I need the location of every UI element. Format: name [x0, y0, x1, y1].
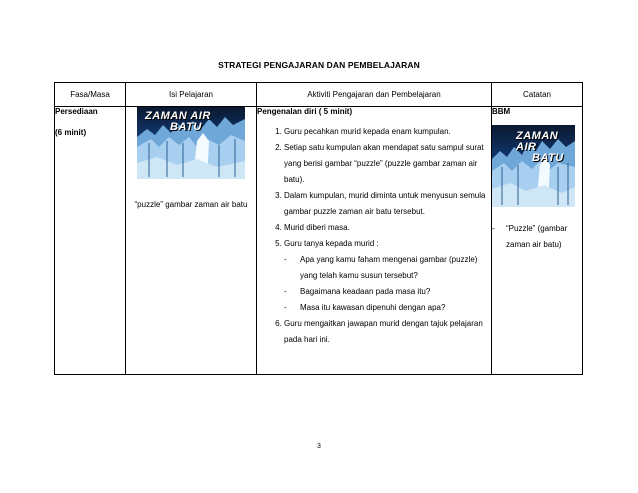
bbm-item: - “Puzzle” (gambar zaman air batu)	[492, 224, 568, 249]
bbm-label: BBM	[492, 107, 511, 116]
image-caption: “puzzle” gambar zaman air batu	[134, 200, 248, 209]
question-list	[284, 252, 491, 316]
ice-age-image	[137, 107, 245, 179]
bbm-image	[492, 125, 575, 207]
cell-aktiviti	[257, 107, 492, 375]
page-number: 3	[317, 443, 321, 450]
question-item: - Masa itu kawasan dipenuhi dengan apa?	[284, 303, 446, 312]
table-row	[55, 107, 583, 375]
list-item: 1. Guru pecahkan murid kepada enam kumpulan.	[284, 124, 491, 140]
list-item: 4. Murid diberi masa.	[284, 220, 491, 236]
header-aktiviti: Aktiviti Pengajaran dan Pembelajaran	[257, 83, 492, 107]
phase-duration: (6 minit)	[55, 128, 87, 137]
question-item: - Apa yang kamu faham mengenai gambar (puzzle) yang telah kamu susun tersebut?	[284, 255, 478, 280]
header-catatan: Catatan	[492, 83, 583, 107]
cell-fasa	[55, 107, 126, 375]
header-isi: Isi Pelajaran	[126, 83, 257, 107]
bbm-item-text: “Puzzle” (gambar zaman air batu)	[506, 224, 568, 249]
lesson-plan-table	[54, 82, 583, 375]
cell-isi	[126, 107, 257, 375]
activity-heading: Pengenalan diri ( 5 minit)	[257, 107, 353, 116]
image-title: ZAMAN AIR BATU	[516, 130, 564, 164]
table-header-row	[55, 83, 583, 107]
header-fasa: Fasa/Masa	[55, 83, 126, 107]
question-item: - Bagaimana keadaan pada masa itu?	[284, 287, 431, 296]
list-item: 6. Guru mengaitkan jawapan murid dengan tajuk pelajaran pada hari ini.	[284, 316, 491, 348]
document-title: STRATEGI PENGAJARAN DAN PEMBELAJARAN	[218, 60, 420, 70]
list-item	[284, 236, 491, 316]
cell-catatan	[492, 107, 583, 375]
image-title: ZAMAN AIR BATU	[145, 110, 211, 133]
phase-label: Persediaan	[55, 107, 98, 116]
list-item: 3. Dalam kumpulan, murid diminta untuk menyusun semula gambar puzzle zaman air batu tersebut.	[284, 188, 491, 220]
list-item: 2. Setiap satu kumpulan akan mendapat satu sampul surat yang berisi gambar “puzzle” (puzzle gambar zaman air batu).	[284, 140, 491, 188]
list-item-text: Guru tanya kepada murid :	[284, 239, 379, 248]
activity-steps	[257, 124, 491, 348]
